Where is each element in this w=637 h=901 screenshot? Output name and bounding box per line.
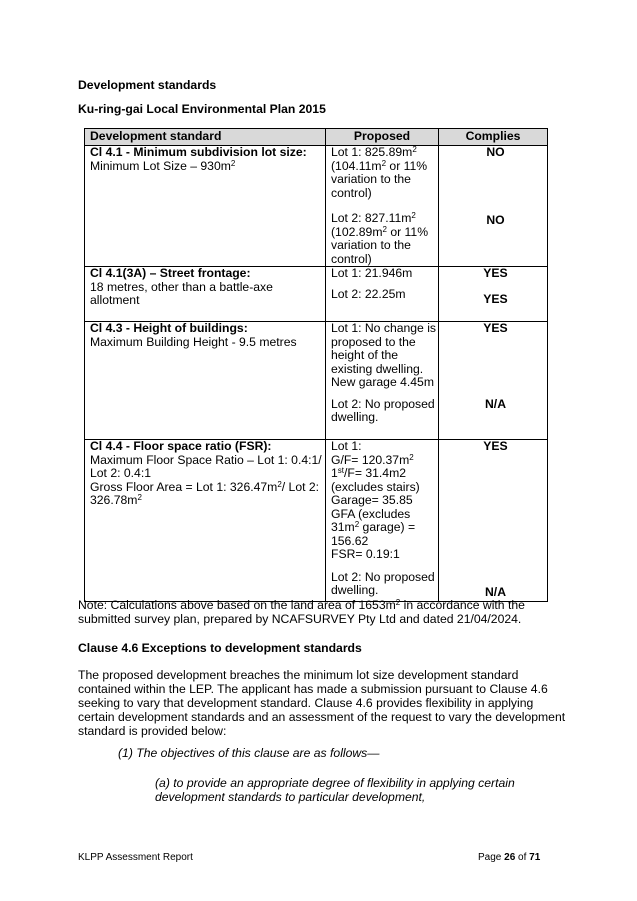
proposed-ff: 1st/F= 31.4m2 (excludes stairs) [331,466,420,494]
complies-value: NO [486,145,505,159]
proposed-lot2: Lot 2: No proposed dwelling. [331,569,435,597]
standard-title: Cl 4.1(3A) – Street frontage: [90,266,251,280]
table-header-row [85,129,548,146]
standards-table [84,128,548,602]
table-row [85,322,548,440]
complies-cell [439,440,548,602]
body-paragraph: The proposed development breaches the minimum lot size development standard contained within the LEP. The applicant has made a submission pursuant to Clause 4.6 seeking to vary that development standard. Clause 4.6 provides flexibility in applying certain development standards and an assessment of the request to vary the development standard is provided below: [78,668,566,738]
standard-text: Gross Floor Area = Lot 1: $326.47m^2/$ Lot 2: $326.78m^2$ [90,479,320,507]
proposed-garage: Garage= 35.85 [331,493,413,507]
complies-value: YES [483,439,508,453]
proposed-cell [326,322,439,440]
proposed-lot2: Lot 2: No proposed dwelling. [331,396,435,424]
standard-cell [85,146,326,267]
standard-text: Maximum Building Height - 9.5 metres [90,334,297,349]
standard-text: Minimum Lot Size – $930m^2$ [90,158,236,173]
clause-heading: Clause 4.6 Exceptions to development standards [78,641,362,655]
complies-value: YES [483,292,508,306]
proposed-fsr: FSR= 0.19:1 [331,547,400,561]
standard-cell [85,440,326,602]
objective-intro: (1) The objectives of this clause are as follows— [118,746,380,760]
proposed-lot1: Lot 1: [331,439,362,453]
column-header: Proposed [326,129,439,146]
complies-cell [439,322,548,440]
complies-value: N/A [485,397,506,411]
standard-cell [85,267,326,322]
plan-heading: Ku-ring-gai Local Environmental Plan 2015 [78,102,326,116]
proposed-gfa: GFA (excludes $31m^2$ garage) = 156.62 [331,506,416,548]
column-header: Complies [439,129,548,146]
proposed-lot2: Lot 2: $827.11m^2$ ($102.89m^2$ or 11% variation to the control) [331,211,429,266]
footer-page-number: Page 26 of 71 [478,852,541,863]
table-note: Note: Calculations above based on the land area of $1653m^2$ in accordance with the submitted survey plan, prepared by NCAFSURVEY Pty Ltd and dated 21/04/2024. [78,598,525,626]
table-row [85,440,548,602]
proposed-lot1: Lot 1: No change is proposed to the height of the existing dwelling. New garage 4.45m [331,321,437,389]
objective-a: (a) to provide an appropriate degree of flexibility in applying certain development standards to particular development, [155,776,515,804]
standard-title: Cl 4.1 - Minimum subdivision lot size: [90,145,307,159]
standard-text: Maximum Floor Space Ratio – Lot 1: 0.4:1/ Lot 2: 0.4:1 [90,452,322,480]
column-header: Development standard [85,129,326,146]
standard-text: 18 metres, other than a battle-axe allotment [90,279,273,307]
complies-cell [439,146,548,267]
proposed-gf: $G/F= 120.37m^2$ [331,452,414,467]
proposed-lot2: Lot 2: 22.25m [331,286,406,301]
section-heading: Development standards [78,78,217,92]
complies-value: YES [483,266,508,280]
complies-value: NO [486,213,505,227]
proposed-cell [326,146,439,267]
standard-cell [85,322,326,440]
proposed-lot1: Lot 1: 21.946m [331,266,413,280]
proposed-cell [326,267,439,322]
complies-cell [439,267,548,322]
footer-report-name: KLPP Assessment Report [78,852,193,863]
standard-title: Cl 4.4 - Floor space ratio (FSR): [90,439,272,453]
proposed-lot1: Lot 1: $825.89m^2$ ($104.11m^2$ or 11% variation to the control) [331,145,428,200]
table-row [85,146,548,267]
standard-title: Cl 4.3 - Height of buildings: [90,321,248,335]
table-row [85,267,548,322]
complies-value: YES [483,321,508,335]
proposed-cell [326,440,439,602]
complies-value: N/A [485,585,506,599]
